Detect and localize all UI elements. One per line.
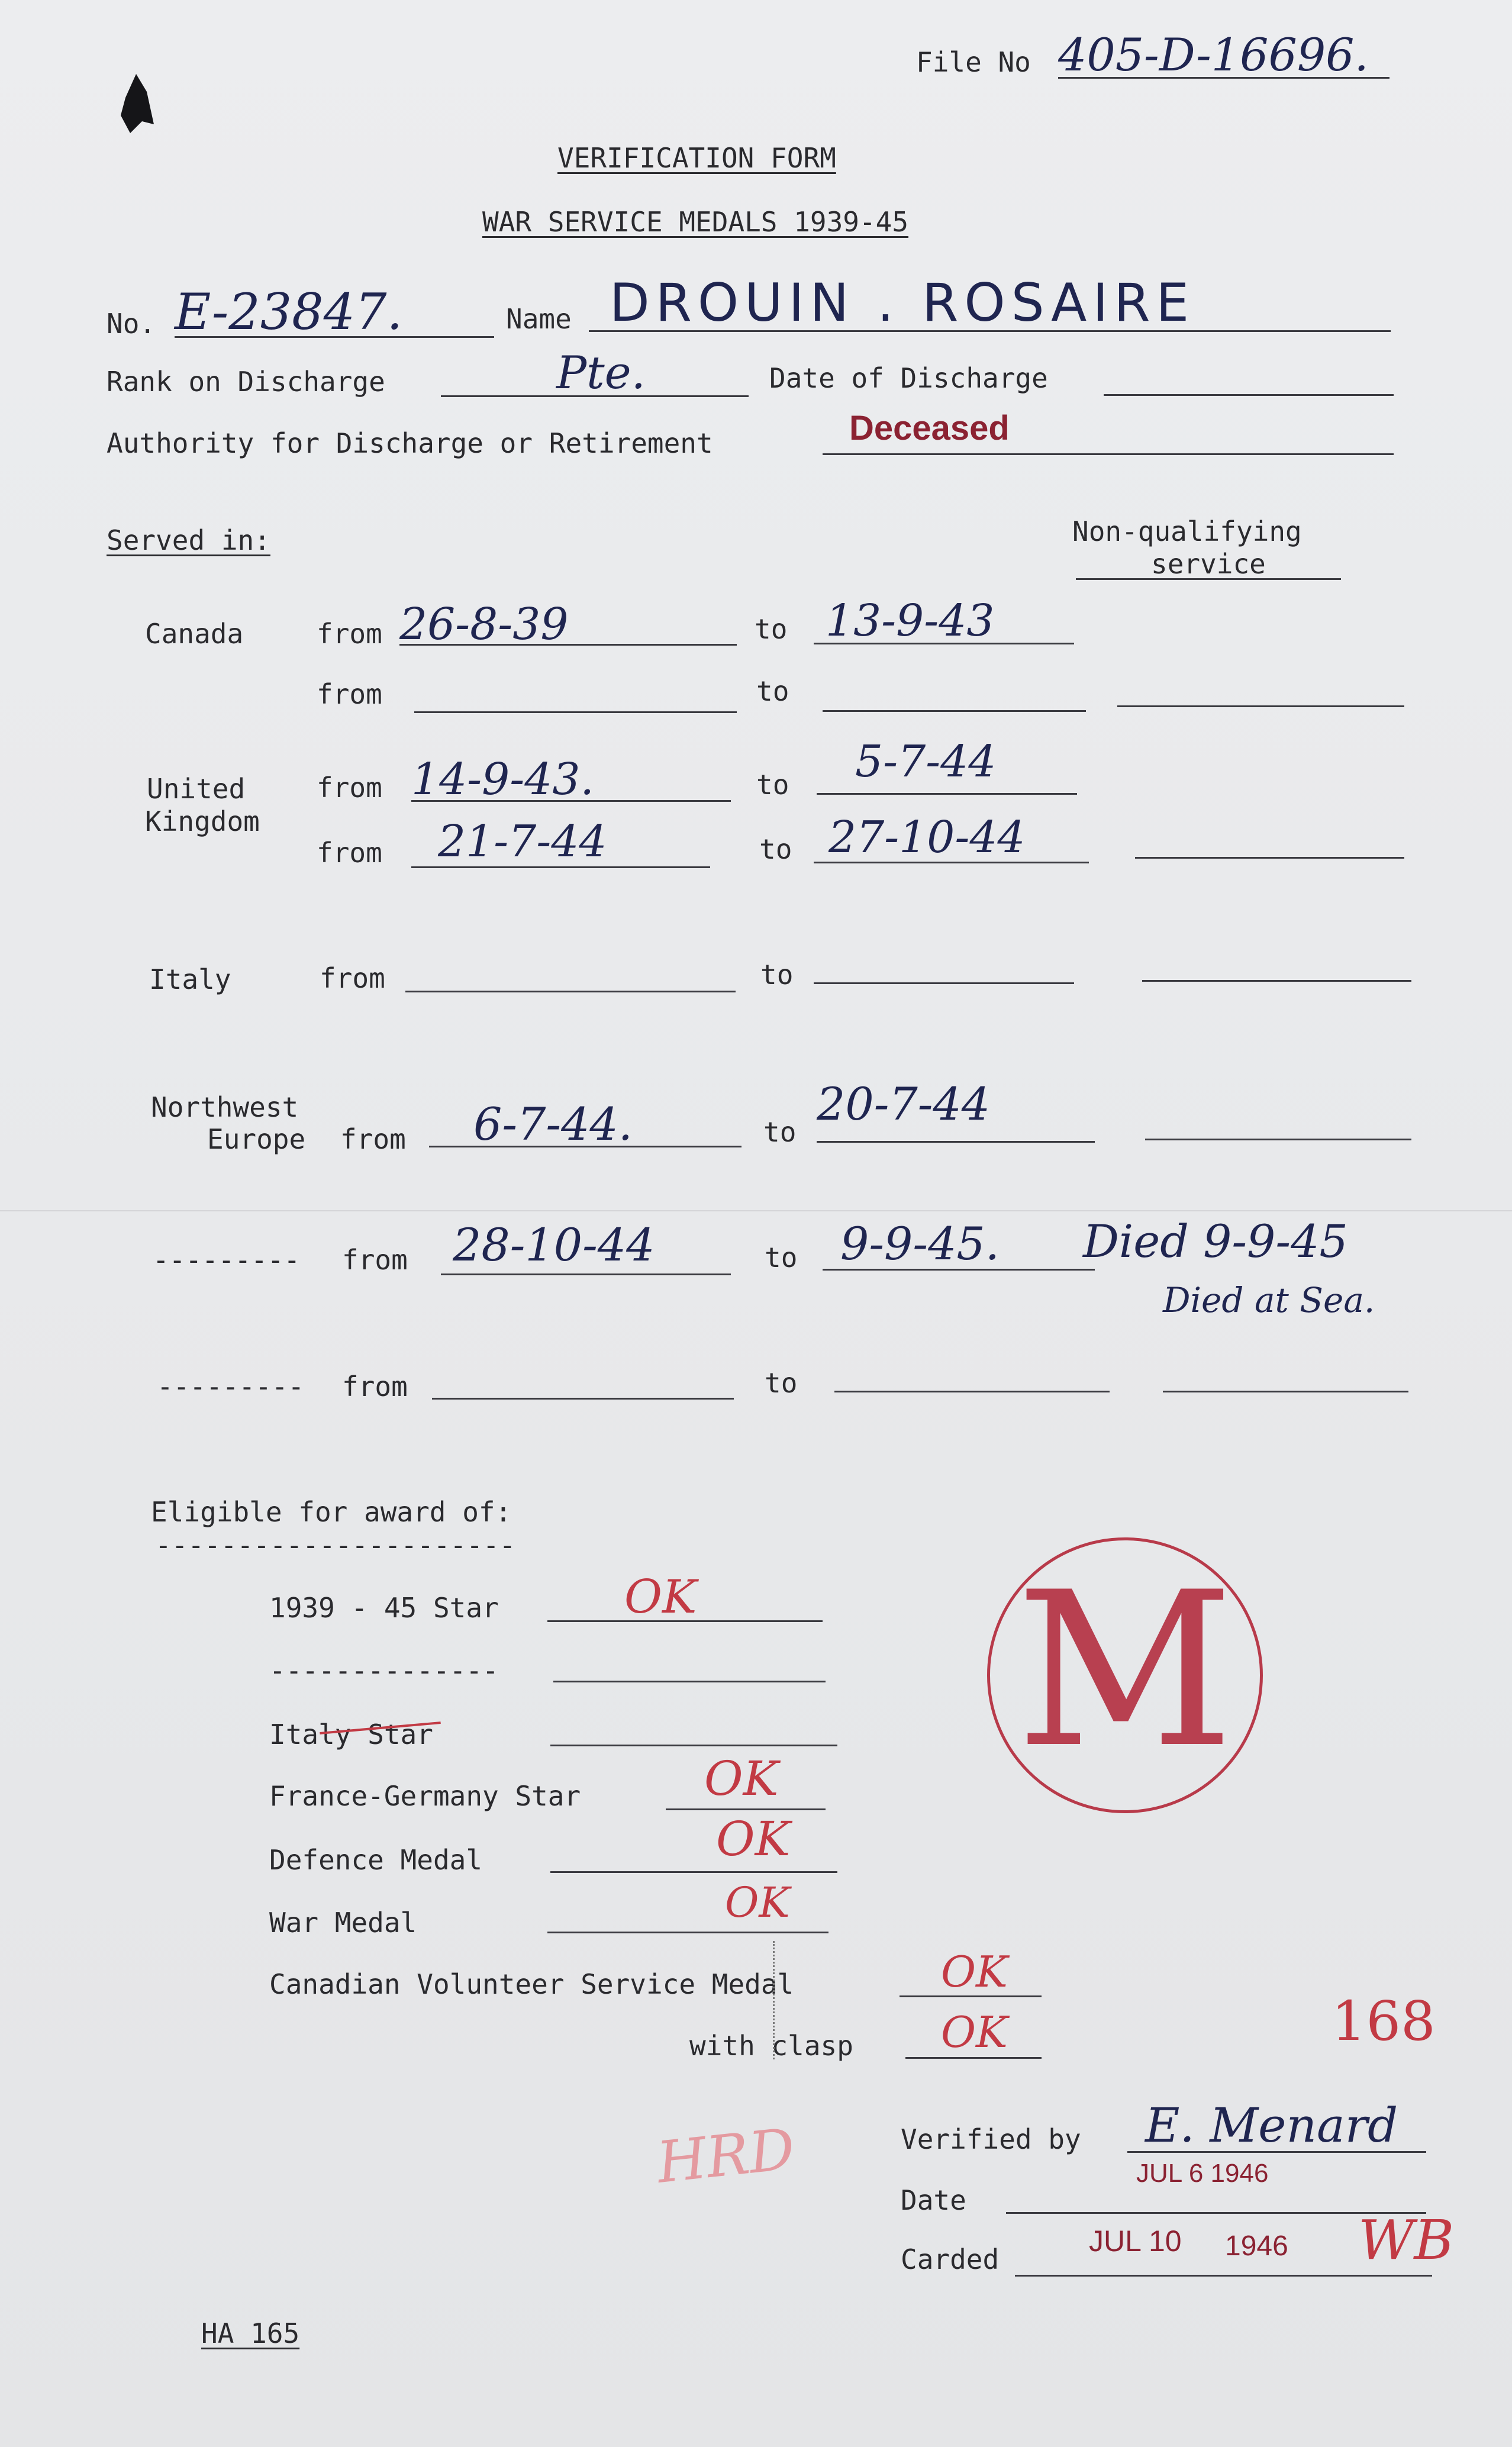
uk-to-2-line (814, 862, 1089, 863)
file-no-value: 405-D-16696. (1058, 28, 1369, 81)
war-medal-label: War Medal (269, 1907, 417, 1939)
war-medal-ok: OK (725, 1878, 790, 1927)
italy-star-line (550, 1745, 837, 1746)
canada-to-label-2: to (756, 675, 789, 707)
uk-from-2: 21-7-44 (438, 816, 607, 867)
nw-to-line (817, 1141, 1095, 1143)
other-from-2-line (432, 1398, 734, 1400)
eligible-dashes: ---------------------- (155, 1529, 516, 1561)
other-from-label-2: from (342, 1371, 408, 1403)
name-label: Name (506, 303, 572, 335)
date-of-discharge-label: Date of Discharge (769, 362, 1048, 394)
hrd-mark: HRD (653, 2116, 798, 2196)
uk-from-2-line (411, 866, 710, 868)
carded-line (1015, 2275, 1432, 2277)
authority-line (823, 453, 1394, 455)
canada-from-2-line (414, 711, 737, 713)
form-subtitle: WAR SERVICE MEDALS 1939-45 (482, 206, 909, 238)
cvsm-line (900, 1995, 1042, 1997)
uk-label-1: United (147, 773, 246, 805)
regimental-number: E-23847. (175, 283, 403, 341)
m-seal-stamp (987, 1537, 1263, 1813)
clasp-label: with clasp (689, 2030, 853, 2062)
uk-to-label-2: to (759, 833, 792, 865)
died-note: Died 9-9-45 (1083, 1215, 1348, 1268)
other-to: 9-9-45. (840, 1217, 1000, 1270)
uk-from-1-line (411, 800, 731, 802)
perforation-mark (773, 1941, 775, 2059)
date-stamp: JUL 6 1946 (1136, 2159, 1269, 2188)
no-line (175, 336, 494, 338)
file-no-line (1058, 77, 1390, 79)
canada-nq-line (1117, 705, 1404, 707)
war-medal-line (547, 1932, 828, 1933)
served-in-label: Served in: (107, 524, 270, 556)
other-to-line (823, 1269, 1095, 1271)
died-at-sea-note: Died at Sea. (1163, 1280, 1375, 1320)
nw-to-label: to (763, 1116, 797, 1148)
canada-to-2-line (823, 710, 1086, 712)
file-no-label: File No (916, 46, 1031, 78)
no-label: No. (107, 308, 156, 340)
defence-medal-label: Defence Medal (269, 1844, 483, 1876)
nw-from-line (429, 1146, 742, 1147)
verified-by-line (1127, 2151, 1426, 2153)
canada-to-1: 13-9-43 (826, 595, 995, 646)
clasp-line (905, 2057, 1042, 2059)
carded-stamp-month: JUL 10 (1089, 2224, 1182, 2258)
form-title: VERIFICATION FORM (557, 142, 836, 174)
uk-to-label-1: to (756, 769, 789, 801)
italy-label: Italy (149, 963, 231, 995)
italy-star-label: Italy Star (269, 1719, 433, 1750)
rank-label: Rank on Discharge (107, 366, 385, 398)
number-168: 168 (1332, 1990, 1436, 2053)
carded-initials: WB (1358, 2209, 1455, 2272)
other-nq-2-line (1163, 1391, 1408, 1392)
nw-label-2: Europe (207, 1123, 306, 1155)
verified-by-label: Verified by (901, 2123, 1081, 2155)
verified-by-signature: E. Menard (1145, 2098, 1398, 2153)
non-qualifying-label-2: service (1151, 548, 1266, 580)
rank-value: Pte. (556, 346, 646, 399)
canada-to-1-line (814, 643, 1074, 644)
rank-line (441, 395, 749, 397)
authority-value-stamp: Deceased (849, 409, 1010, 447)
star-1939-line (547, 1620, 823, 1622)
other-row-2-dashes: --------- (157, 1371, 305, 1403)
cvsm-label: Canadian Volunteer Service Medal (269, 1968, 794, 2000)
france-germany-line (666, 1808, 826, 1810)
carded-stamp-year: 1946 (1225, 2230, 1288, 2262)
nw-label-1: Northwest (151, 1091, 299, 1123)
uk-to-1-line (817, 793, 1077, 795)
other-from: 28-10-44 (453, 1218, 655, 1271)
nw-to: 20-7-44 (817, 1078, 991, 1130)
nw-from: 6-7-44. (473, 1098, 633, 1150)
form-code: HA 165 (201, 2317, 300, 2349)
other-row-1-dashes: --------- (153, 1244, 301, 1276)
other-from-line (441, 1274, 731, 1275)
date-label: Date (901, 2184, 966, 2216)
defence-medal-line (550, 1871, 837, 1873)
name-line (589, 330, 1391, 332)
canada-label: Canada (145, 618, 244, 650)
clasp-ok: OK (941, 2007, 1008, 2057)
blank-award-line (553, 1681, 826, 1682)
date-of-discharge-line (1104, 394, 1394, 396)
canada-from-1-line (399, 644, 737, 646)
italy-nq-line (1142, 980, 1411, 982)
fold-crease (0, 1210, 1512, 1211)
italy-to-label: to (760, 959, 794, 991)
m-seal-letter: M (1015, 1546, 1234, 1794)
nw-from-label: from (340, 1123, 406, 1155)
france-germany-ok: OK (704, 1751, 779, 1806)
canada-from-label-1: from (317, 618, 382, 650)
defence-medal-ok: OK (716, 1811, 791, 1866)
uk-nq-line (1135, 857, 1404, 859)
name-value: DROUIN . ROSAIRE (610, 272, 1195, 333)
france-germany-label: France-Germany Star (269, 1780, 581, 1812)
nw-nq-line (1145, 1139, 1411, 1140)
italy-to-line (814, 982, 1074, 984)
uk-from-label-1: from (317, 772, 382, 804)
uk-label-2: Kingdom (145, 805, 260, 837)
authority-label: Authority for Discharge or Retirement (107, 427, 713, 459)
non-qualifying-label: Non-qualifying (1072, 515, 1302, 547)
italy-from-line (405, 991, 736, 992)
canada-to-label-1: to (755, 613, 788, 645)
blank-award-dashes: -------------- (269, 1655, 499, 1687)
canada-from-label-2: from (317, 678, 382, 710)
star-1939-ok: OK (624, 1571, 697, 1624)
eligible-label: Eligible for award of: (151, 1496, 512, 1528)
other-to-label-1: to (765, 1242, 798, 1274)
cvsm-ok: OK (941, 1947, 1008, 1997)
other-from-label-1: from (342, 1244, 408, 1276)
uk-to-1: 5-7-44 (855, 736, 997, 787)
star-1939-label: 1939 - 45 Star (269, 1592, 499, 1624)
uk-from-1: 14-9-43. (411, 754, 594, 805)
uk-from-label-2: from (317, 837, 382, 869)
carded-label: Carded (901, 2243, 1000, 2275)
other-to-label-2: to (765, 1367, 798, 1399)
uk-to-2: 27-10-44 (828, 812, 1026, 863)
other-to-2-line (834, 1391, 1110, 1392)
non-qualifying-rule (1076, 578, 1341, 580)
punch-hole (118, 74, 155, 133)
canada-from-1: 26-8-39 (399, 599, 569, 650)
italy-from-label: from (320, 962, 385, 994)
